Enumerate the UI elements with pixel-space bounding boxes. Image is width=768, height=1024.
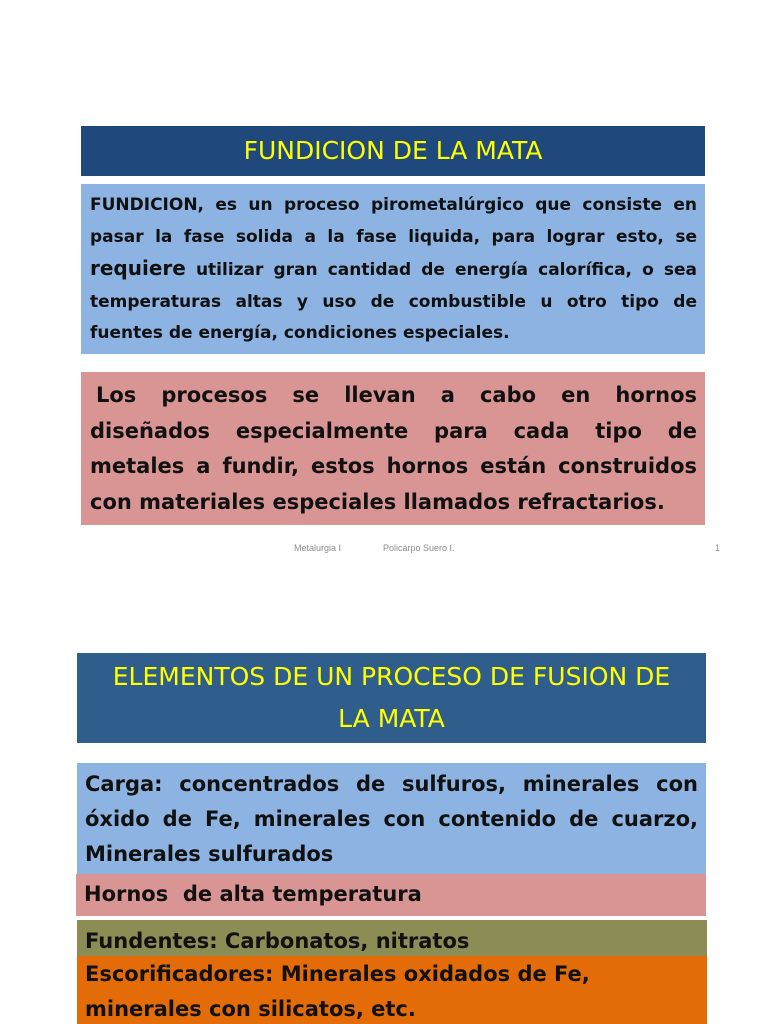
definition-emphasis-word: requiere — [90, 256, 186, 280]
escorificadores-text: Escorificadores: Minerales oxidados de Fe, minerales con silicatos, etc. — [85, 962, 590, 1021]
definition-text-part1: FUNDICION, es un proceso pirometalúrgico que consiste en pasar la fase solida a la fase liquida, para lograr esto, se — [90, 195, 697, 247]
footer-author: Policarpo Suero I. — [383, 543, 455, 553]
slide-1-title: FUNDICION DE LA MATA — [81, 126, 705, 176]
slide-2 — [0, 570, 768, 1024]
definition-box — [81, 184, 705, 354]
process-box — [81, 372, 705, 525]
footer-course: Metalurgia I — [294, 543, 342, 553]
carga-text: Carga: concentrados de sulfuros, minerales con óxido de Fe, minerales con contenido de cuarzo, Minerales sulfurados — [85, 772, 698, 866]
hornos-text: Hornos de alta temperatura — [84, 882, 422, 906]
fundentes-text: Fundentes: Carbonatos, nitratos — [85, 929, 470, 953]
process-text: Los procesos se llevan a cabo en hornos diseñados especialmente para cada tipo de metales a fundir, estos hornos están construidos con materiales especiales llamados refractarios. — [90, 383, 697, 514]
escorificadores-band — [77, 956, 707, 1024]
fundentes-band — [77, 920, 707, 956]
footer-page-number: 1 — [715, 543, 721, 553]
slide-2-title: ELEMENTOS DE UN PROCESO DE FUSION DE LA MATA — [77, 653, 706, 743]
carga-box — [77, 763, 706, 875]
hornos-band — [76, 874, 706, 916]
definition-text-part2: utilizar gran cantidad de energía calorífica, o sea temperaturas altas y uso de combustible u otro tipo de fuentes de energía, condiciones especiales. — [90, 260, 697, 343]
